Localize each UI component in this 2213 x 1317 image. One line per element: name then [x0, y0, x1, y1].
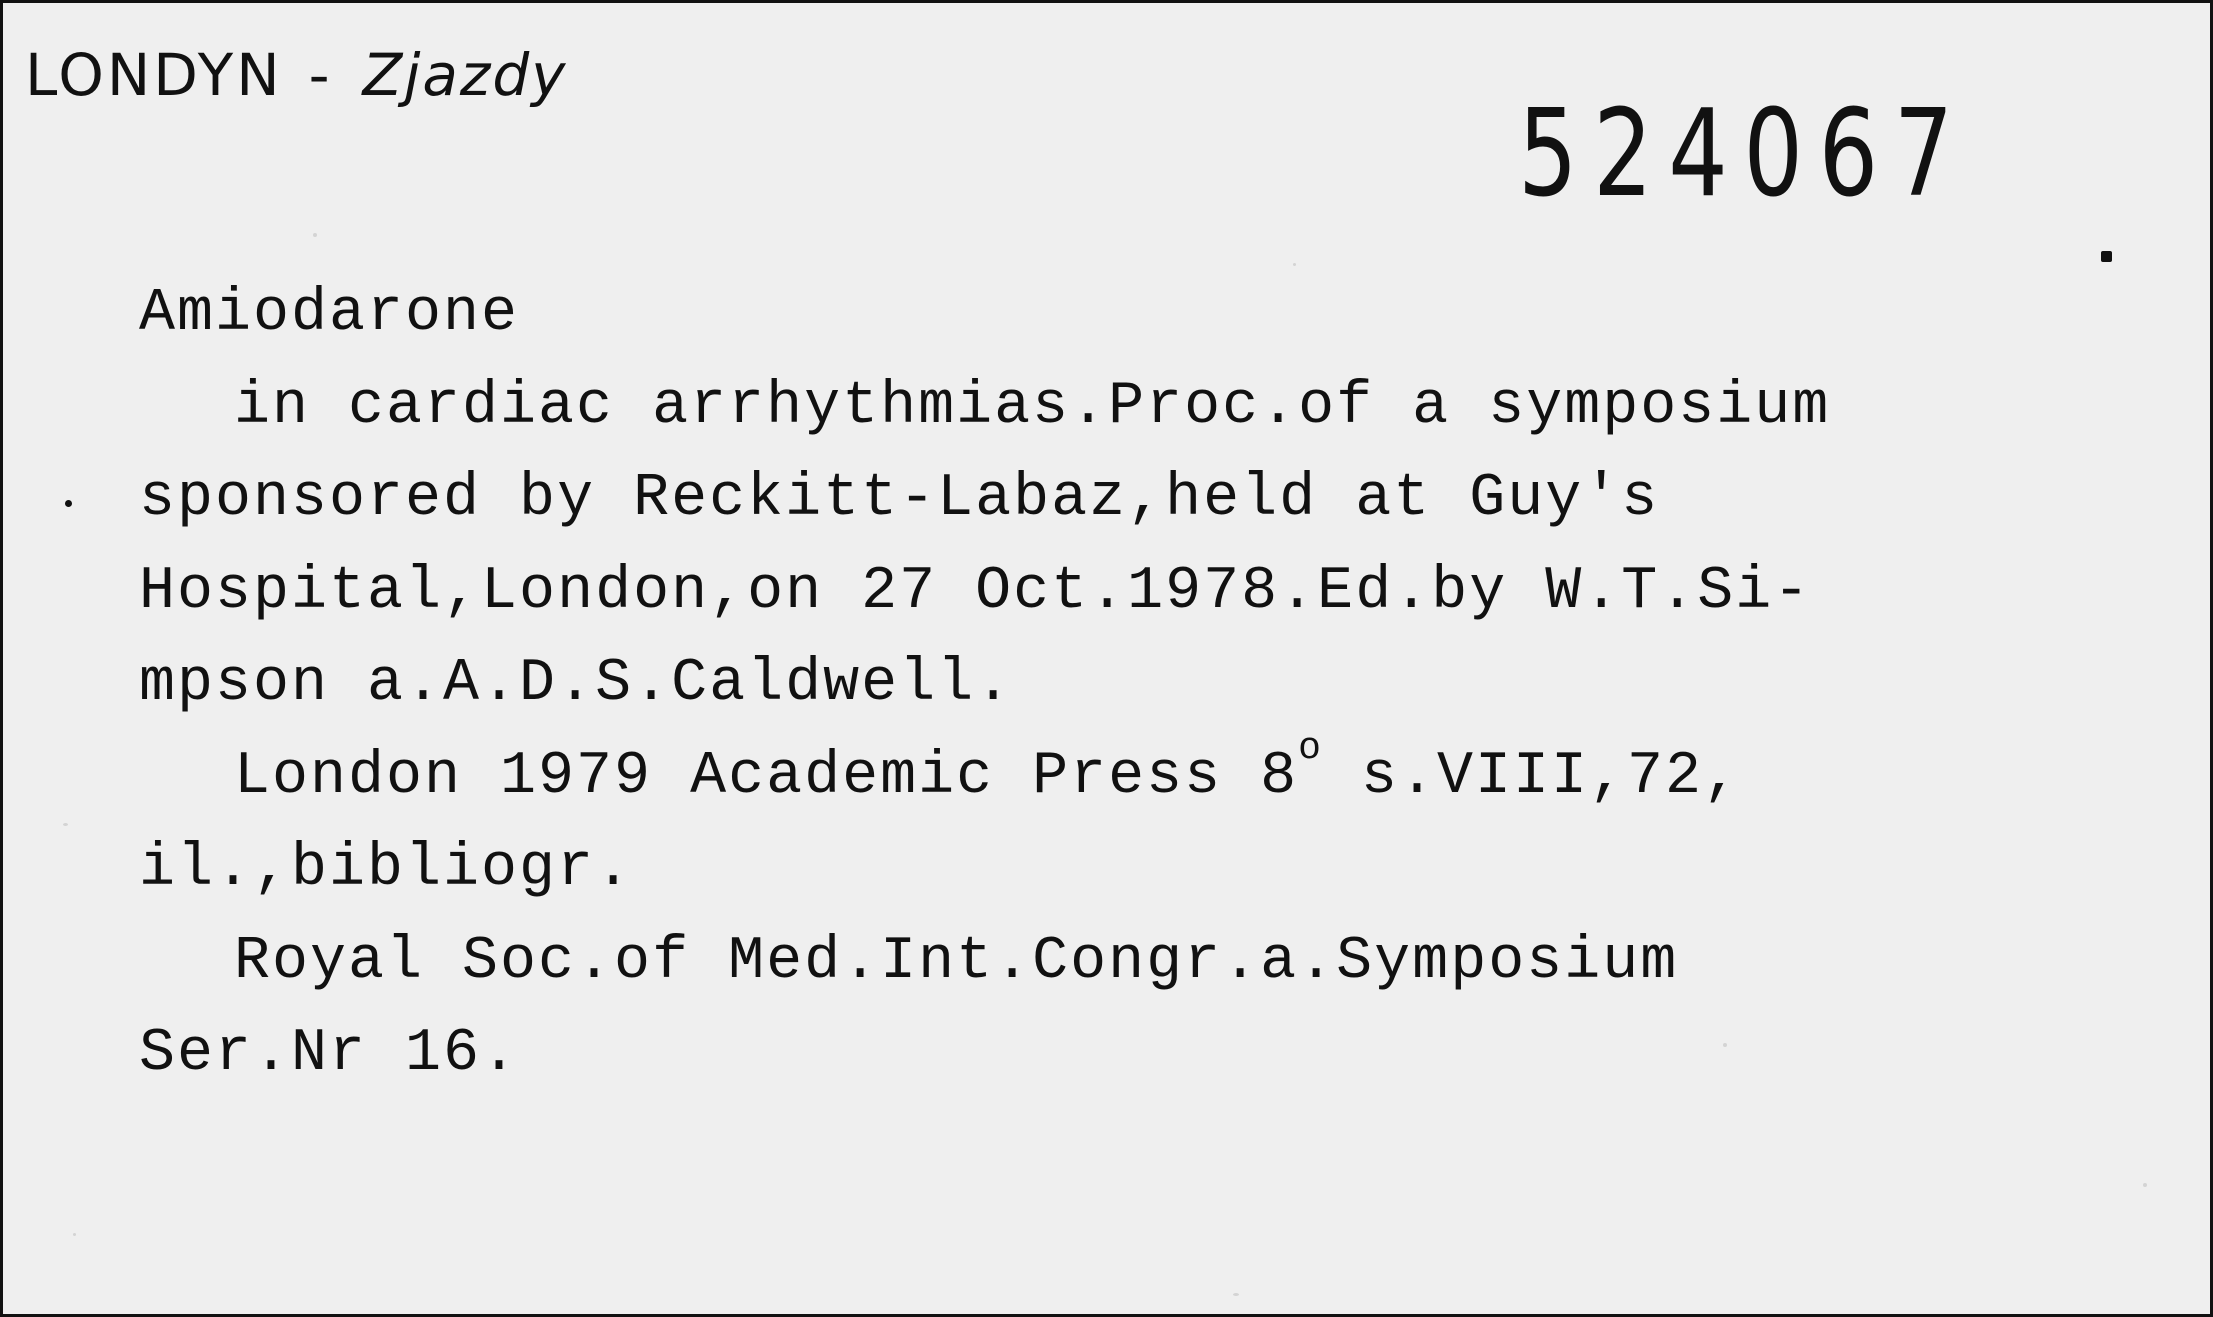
imprint-text: London 1979 Academic Press 8 — [234, 742, 1299, 811]
entry-line: in cardiac arrhythmias.Proc.of a symposium — [234, 372, 1831, 441]
imprint-pagination: s.VIII,72, — [1322, 742, 1742, 811]
heading-place: LONDYN — [25, 41, 283, 109]
heading-dash: - — [308, 41, 333, 109]
imprint-line — [139, 726, 1830, 824]
format-superscript: o — [1298, 726, 1323, 770]
paper-speck — [313, 233, 317, 237]
entry-line: Hospital,London,on 27 Oct.1978.Ed.by W.T.Si- — [139, 557, 1812, 626]
card-heading — [25, 41, 568, 109]
entry-line: mpson a.A.D.S.Caldwell. — [139, 650, 1014, 718]
paper-speck — [63, 823, 68, 826]
heading-subject: Zjazdy — [362, 41, 568, 109]
entry-title: Amiodarone — [139, 280, 520, 348]
paper-speck — [2143, 1183, 2147, 1187]
ink-mark — [65, 500, 72, 507]
series-line: Royal Soc.of Med.Int.Congr.a.Symposium — [234, 927, 1679, 996]
series-number: Ser.Nr 16. — [139, 1020, 520, 1088]
accession-number: 524067 — [1518, 85, 1969, 224]
ink-mark — [2101, 251, 2112, 262]
paper-speck — [73, 1233, 76, 1236]
paper-speck — [1293, 263, 1296, 266]
entry-line: sponsored by Reckitt-Labaz,held at Guy's — [139, 465, 1660, 533]
entry-line: il.,bibliogr. — [139, 835, 634, 903]
bibliographic-entry — [139, 268, 1830, 1101]
paper-speck — [1233, 1293, 1239, 1296]
